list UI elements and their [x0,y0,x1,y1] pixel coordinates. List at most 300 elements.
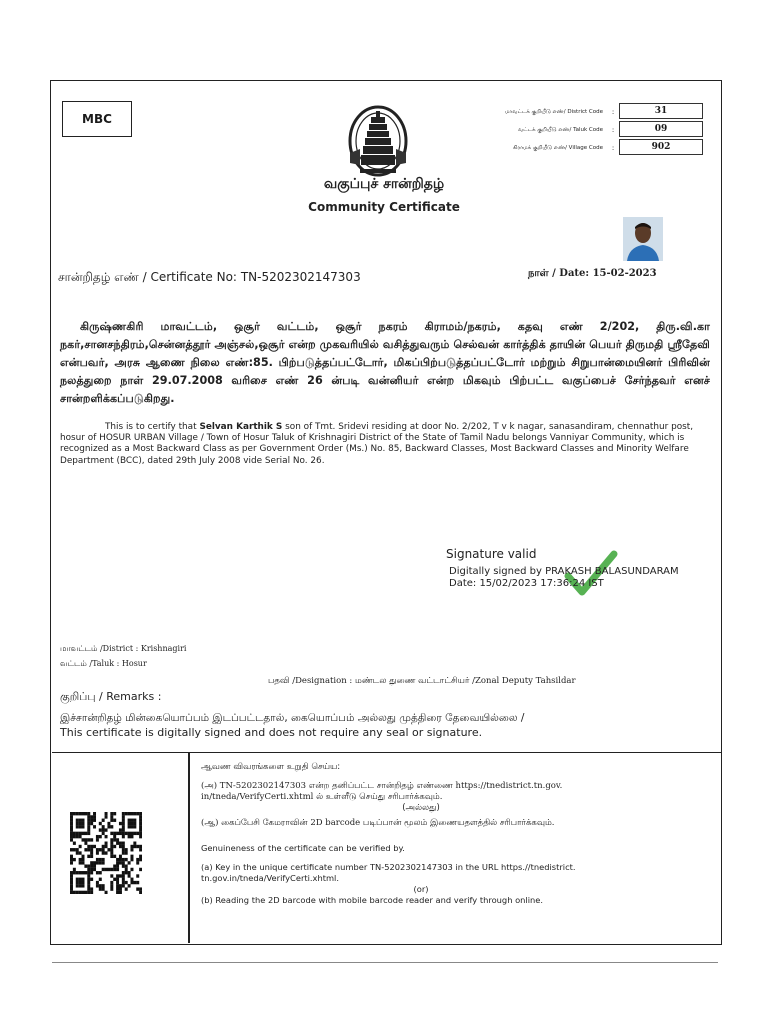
qr-module [76,819,79,822]
qr-module [113,855,116,858]
qr-module [130,881,133,884]
qr-module [107,825,110,828]
qr-module [96,848,99,851]
qr-module [130,825,133,828]
qr-module [139,891,142,894]
qr-module [122,812,125,815]
qr-module [87,855,90,858]
applicant-photo [623,217,663,261]
certificate-number-value: TN-5202302147303 [240,270,361,284]
verify-heading-english: Genuineness of the certificate can be verified by. [201,843,405,853]
qr-module [102,868,105,871]
qr-module [110,845,113,848]
qr-module [99,835,102,838]
taluk-code-value: 09 [619,121,703,137]
qr-module [79,891,82,894]
qr-module [110,819,113,822]
qr-module [90,838,93,841]
qr-module [79,819,82,822]
taluk-line [60,659,147,669]
qr-module [122,848,125,851]
qr-module [84,864,87,867]
verify-tamil-b: (ஆ) கைப்பேசி கேமராவின் 2D barcode படிப்பான் மூலம் இணையதளத்தில் சரிபார்க்கவும். [201,818,555,828]
qr-module [133,881,136,884]
qr-module [110,868,113,871]
qr-module [116,864,119,867]
qr-module [99,861,102,864]
qr-module [73,848,76,851]
qr-module [76,812,79,815]
signed-date: Date: 15/02/2023 17:36:24 IST [449,578,604,589]
qr-module [133,812,136,815]
qr-module [87,848,90,851]
qr-module [122,825,125,828]
qr-module [130,822,133,825]
qr-module [87,825,90,828]
taluk-code-row [445,121,703,139]
qr-module [110,848,113,851]
qr-module [136,887,139,890]
qr-module [110,884,113,887]
village-code-value: 902 [619,139,703,155]
qr-module [73,835,76,838]
qr-module [99,884,102,887]
qr-module [73,858,76,861]
qr-module [102,819,105,822]
code-table [445,103,703,157]
qr-module [93,868,96,871]
qr-module [139,819,142,822]
qr-module [84,842,87,845]
qr-module [133,832,136,835]
qr-module [128,822,131,825]
qr-module [79,851,82,854]
qr-module [73,868,76,871]
qr-module [93,864,96,867]
qr-module [84,838,87,841]
qr-module [113,864,116,867]
qr-module [105,815,108,818]
qr-module [119,858,122,861]
qr-module [76,835,79,838]
qr-module [76,878,79,881]
note-tamil: இச்சான்றிதழ் மின்கையொப்பம் இடப்பட்டதால், கையொப்பம் அல்லது முத்திரை தேவையில்லை / [60,712,525,724]
village-code-row [445,139,703,157]
qr-module [105,851,108,854]
qr-module [139,828,142,831]
qr-module [76,891,79,894]
qr-module [90,861,93,864]
qr-module [76,871,79,874]
qr-module [128,832,131,835]
qr-module [139,812,142,815]
qr-module [70,828,73,831]
title-english: Community Certificate [308,200,460,214]
qr-module [125,871,128,874]
certificate-number-label: சான்றிதழ் எண் / Certificate No: [58,270,237,284]
qr-module [70,815,73,818]
qr-module [96,835,99,838]
qr-module [128,825,131,828]
qr-module [70,887,73,890]
qr-module [87,887,90,890]
qr-module [96,851,99,854]
qr-module [116,891,119,894]
qr-module [105,891,108,894]
qr-module [84,848,87,851]
qr-module [110,842,113,845]
verification-divider [188,752,190,943]
qr-module [122,858,125,861]
qr-module [82,855,85,858]
qr-module [122,845,125,848]
qr-module [90,878,93,881]
qr-module [125,851,128,854]
qr-module [119,891,122,894]
qr-module [119,855,122,858]
qr-module [79,822,82,825]
qr-module [96,884,99,887]
qr-module [128,884,131,887]
qr-module [130,858,133,861]
qr-module [79,861,82,864]
qr-module [133,825,136,828]
qr-module [87,864,90,867]
qr-module [82,838,85,841]
qr-module [82,812,85,815]
qr-module [90,868,93,871]
qr-module [122,828,125,831]
qr-module [110,887,113,890]
qr-module [76,851,79,854]
qr-module [90,819,93,822]
qr-module [99,871,102,874]
qr-module [119,887,122,890]
qr-module [113,812,116,815]
english-prefix: This is to certify that [105,422,197,432]
qr-module [82,832,85,835]
qr-module [130,878,133,881]
spacer [201,773,716,781]
qr-module [113,845,116,848]
qr-module [139,822,142,825]
qr-module [96,861,99,864]
village-code-label: கிராமக் குறியீடு எண்/ Village Code [512,144,603,151]
qr-module [84,891,87,894]
taluk-code-label: வட்டக் குறியீடு எண்/ Taluk Code [518,126,603,133]
qr-module [119,822,122,825]
qr-module [125,858,128,861]
english-body: son of Tmt. Sridevi residing at door No. 2/202, T v k nagar, sanasandiram, chennathur post, hosur of HOSUR URBAN Village / Town of Hosur Taluk of Krishnagiri District of the State of Tamil Nadu belongs Vanniyar Community, which is recognized as a Most Backward Class as per Government Order (Ms.) No. 85, Backward Classes, Most Backward Classes and Minority Welfare Department (BCC), dated 29th July 2008 vide Serial No. 26. [60,422,694,466]
qr-module [70,822,73,825]
qr-module [133,822,136,825]
qr-module [128,861,131,864]
qr-module [122,815,125,818]
qr-module [70,881,73,884]
qr-module [82,891,85,894]
qr-module [128,819,131,822]
qr-module [133,845,136,848]
qr-module [96,858,99,861]
applicant-name: Selvan Karthik S [199,422,283,432]
qr-module [110,825,113,828]
qr-module [136,812,139,815]
qr-module [93,861,96,864]
taluk-label: வட்டம் /Taluk : [60,659,120,668]
qr-code-icon[interactable] [70,812,142,894]
qr-module [122,878,125,881]
verify-english-a2: tn.gov.in/tneda/VerifyCerti.xhtml. [201,873,340,883]
certificate-number [58,270,361,286]
title-tamil: வகுப்புச் சான்றிதழ் [323,176,445,192]
qr-module [70,819,73,822]
qr-module [82,884,85,887]
verify-tamil-a2: in/tneda/VerifyCerti.xhtml ல் உள்ளீடு செய்து சரிபார்க்கவும். [201,792,443,802]
qr-module [79,835,82,838]
qr-module [70,825,73,828]
qr-module [90,851,93,854]
remarks-label: குறிப்பு / Remarks : [60,690,162,703]
qr-module [82,822,85,825]
qr-module [102,851,105,854]
district-code-label: மாவட்டக் குறியீடு எண்/ District Code [504,108,603,115]
qr-module [116,868,119,871]
qr-module [116,842,119,845]
qr-module [113,835,116,838]
qr-module [79,812,82,815]
qr-module [79,878,82,881]
english-paragraph [60,422,710,467]
qr-module [113,832,116,835]
qr-module [139,825,142,828]
verify-english-b: (b) Reading the 2D barcode with mobile barcode reader and verify through online. [201,895,544,905]
qr-module [119,884,122,887]
qr-module [105,842,108,845]
qr-module [70,874,73,877]
qr-module [139,855,142,858]
verify-english-or: (or) [413,884,429,894]
certificate-date-label: நாள் / Date: [528,268,590,279]
qr-module [125,887,128,890]
qr-module [119,842,122,845]
qr-module [90,815,93,818]
qr-module [82,858,85,861]
certificate-date-value: 15-02-2023 [592,268,657,279]
qr-module [113,819,116,822]
qr-module [107,868,110,871]
qr-module [119,845,122,848]
qr-module [130,845,133,848]
qr-module [102,884,105,887]
qr-module [130,848,133,851]
designation-value: மண்டல துணை வட்டாட்சியர் /Zonal Deputy Tahsildar [355,676,576,686]
qr-module [116,861,119,864]
qr-module [87,822,90,825]
qr-module [125,848,128,851]
qr-module [87,878,90,881]
qr-module [73,871,76,874]
colon: : [611,144,615,152]
qr-module [119,832,122,835]
qr-module [139,832,142,835]
qr-module [128,812,131,815]
qr-module [128,874,131,877]
qr-module [87,884,90,887]
qr-module [93,845,96,848]
qr-module [102,887,105,890]
qr-module [136,845,139,848]
qr-module [102,848,105,851]
qr-module [73,842,76,845]
qr-module [79,858,82,861]
qr-module [70,855,73,858]
qr-module [70,891,73,894]
qr-module [116,881,119,884]
qr-module [82,825,85,828]
verify-heading-tamil: ஆவண விவரங்களை உறுதி செய்ய: [201,762,341,772]
qr-module [122,851,125,854]
qr-module [76,825,79,828]
qr-module [116,838,119,841]
verify-english-a: (a) Key in the unique certificate number TN-5202302147303 in the URL https.//tnedistrict. [201,862,576,872]
qr-module [110,851,113,854]
qr-module [102,845,105,848]
qr-module [122,822,125,825]
qr-module [76,884,79,887]
qr-module [110,838,113,841]
qr-module [136,832,139,835]
qr-module [87,845,90,848]
qr-module [107,822,110,825]
qr-module [139,848,142,851]
qr-module [139,845,142,848]
qr-module [128,871,131,874]
qr-module [70,848,73,851]
colon: : [611,126,615,134]
qr-module [70,858,73,861]
qr-module [90,845,93,848]
qr-module [70,878,73,881]
qr-module [70,835,73,838]
qr-module [105,835,108,838]
qr-module [82,819,85,822]
qr-module [79,825,82,828]
qr-module [133,842,136,845]
qr-module [130,868,133,871]
qr-module [79,832,82,835]
qr-module [116,887,119,890]
qr-module [122,884,125,887]
qr-module [82,878,85,881]
qr-module [87,832,90,835]
qr-module [116,884,119,887]
qr-module [139,815,142,818]
qr-module [96,838,99,841]
qr-module [125,832,128,835]
person-photo-icon [623,217,663,261]
qr-module [119,861,122,864]
qr-module [136,858,139,861]
qr-module [87,815,90,818]
qr-module [87,874,90,877]
qr-module [136,874,139,877]
verification-instructions [201,762,716,906]
designation-label: பதவி /Designation : [268,676,353,686]
spacer [201,829,716,843]
qr-module [110,881,113,884]
colon: : [611,108,615,116]
qr-module [84,812,87,815]
district-code-value: 31 [619,103,703,119]
qr-module [87,868,90,871]
qr-module [125,868,128,871]
qr-module [130,832,133,835]
signed-by: Digitally signed by PRAKASH BALASUNDARAM [449,566,679,577]
qr-module [99,848,102,851]
qr-module [93,825,96,828]
qr-module [110,812,113,815]
qr-module [102,825,105,828]
spacer [201,854,716,862]
qr-module [87,819,90,822]
qr-module [93,815,96,818]
qr-module [82,871,85,874]
qr-module [122,819,125,822]
qr-module [73,832,76,835]
qr-module [79,871,82,874]
verify-tamil-or: (அல்லது) [402,803,440,813]
qr-module [119,828,122,831]
signature-details [449,566,679,590]
qr-module [105,868,108,871]
qr-module [84,871,87,874]
district-code-row [445,103,703,121]
qr-module [139,835,142,838]
qr-module [116,858,119,861]
qr-module [116,878,119,881]
qr-module [79,845,82,848]
qr-module [102,861,105,864]
qr-module [113,878,116,881]
qr-module [116,832,119,835]
note-english: This certificate is digitally signed and does not require any seal or signature. [60,726,483,739]
qr-module [70,871,73,874]
qr-module [116,874,119,877]
qr-module [90,855,93,858]
qr-module [125,864,128,867]
qr-module [90,822,93,825]
tamil-paragraph: கிருஷ்ணகிரி மாவட்டம், ஒசூர் வட்டம், ஒசூர் நகரம் கிராமம்/நகரம், கதவு எண் 2/202, திரு.வி.கா நகர்,சானசந்திரம்,சென்னத்தூர் அஞ்சல்,ஒசூர் என்ற முகவரியில் வசித்துவரும் செல்வன் கார்த்திக் தாயின் பெயர் திருமதி ஸ்ரீதேவி என்பவர், அரசு ஆணை நிலை எண்:85. பிற்படுத்தப்பட்டோர், மிகப்பிற்படுத்தப்பட்டோர் மற்றும் சிறுபான்மையினர் பிரிவின் நலத்துறை நாள் 29.07.2008 வரிசை எண் 26 ன்படி வன்னியர் என்ற மிகவும் பிற்பட்ட வகுப்பைச் சேர்ந்தவர் எனச் சான்றளிக்கப்படுகிறது. [60,320,710,405]
qr-module [93,812,96,815]
qr-module [102,858,105,861]
qr-module [122,871,125,874]
qr-module [122,874,125,877]
qr-module [90,864,93,867]
qr-module [90,891,93,894]
qr-module [119,874,122,877]
qr-module [76,881,79,884]
qr-module [73,891,76,894]
qr-module [105,828,108,831]
qr-module [139,868,142,871]
qr-module [70,838,73,841]
qr-module [113,868,116,871]
qr-module [102,832,105,835]
category-badge: MBC [62,101,132,137]
qr-module [125,812,128,815]
qr-module [90,887,93,890]
qr-module [99,828,102,831]
